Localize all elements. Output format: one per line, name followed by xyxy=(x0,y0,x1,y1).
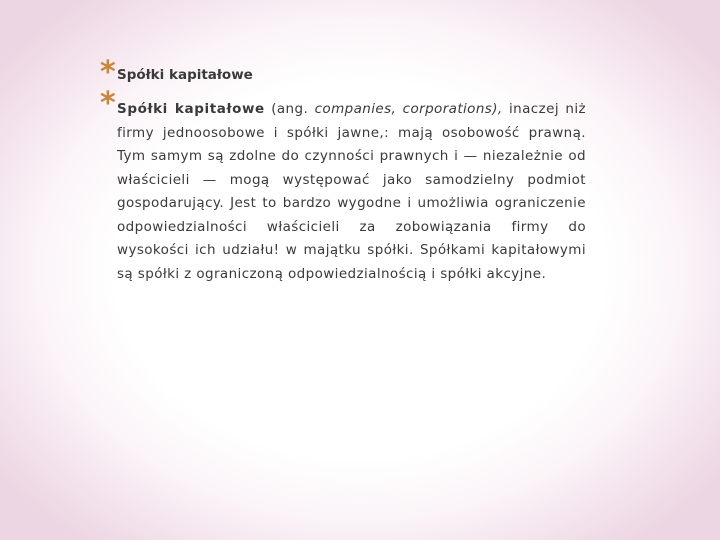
paragraph-pre-foreign: (ang. xyxy=(264,101,315,117)
paragraph-body-text: inaczej niż firmy jednoosobowe i spółki jawne,: mają osobowość prawną. Tym samym są zdolne do czynności prawnych i — niezależnie od właścicieli — mogą występować jako samodzielny podmiot gospodarujący. Jest to bardzo wygodne i umożliwia ograniczenie odpowiedzialności właścicieli za zobowiązania firmy do wysokości ich udziału! w majątku spółki. Spółkami kapitałowymi są spółki z ograniczoną odpowiedzialnością i spółki akcyjne. xyxy=(117,101,586,282)
asterisk-bullet-icon: * xyxy=(100,55,116,90)
asterisk-bullet-icon: * xyxy=(100,86,116,121)
body-paragraph xyxy=(117,98,586,286)
bullet-heading-text: Spółki kapitałowe xyxy=(117,67,253,83)
paragraph-foreign-terms: companies, corporations), xyxy=(314,101,503,117)
paragraph-lead-term: Spółki kapitałowe xyxy=(117,101,265,117)
